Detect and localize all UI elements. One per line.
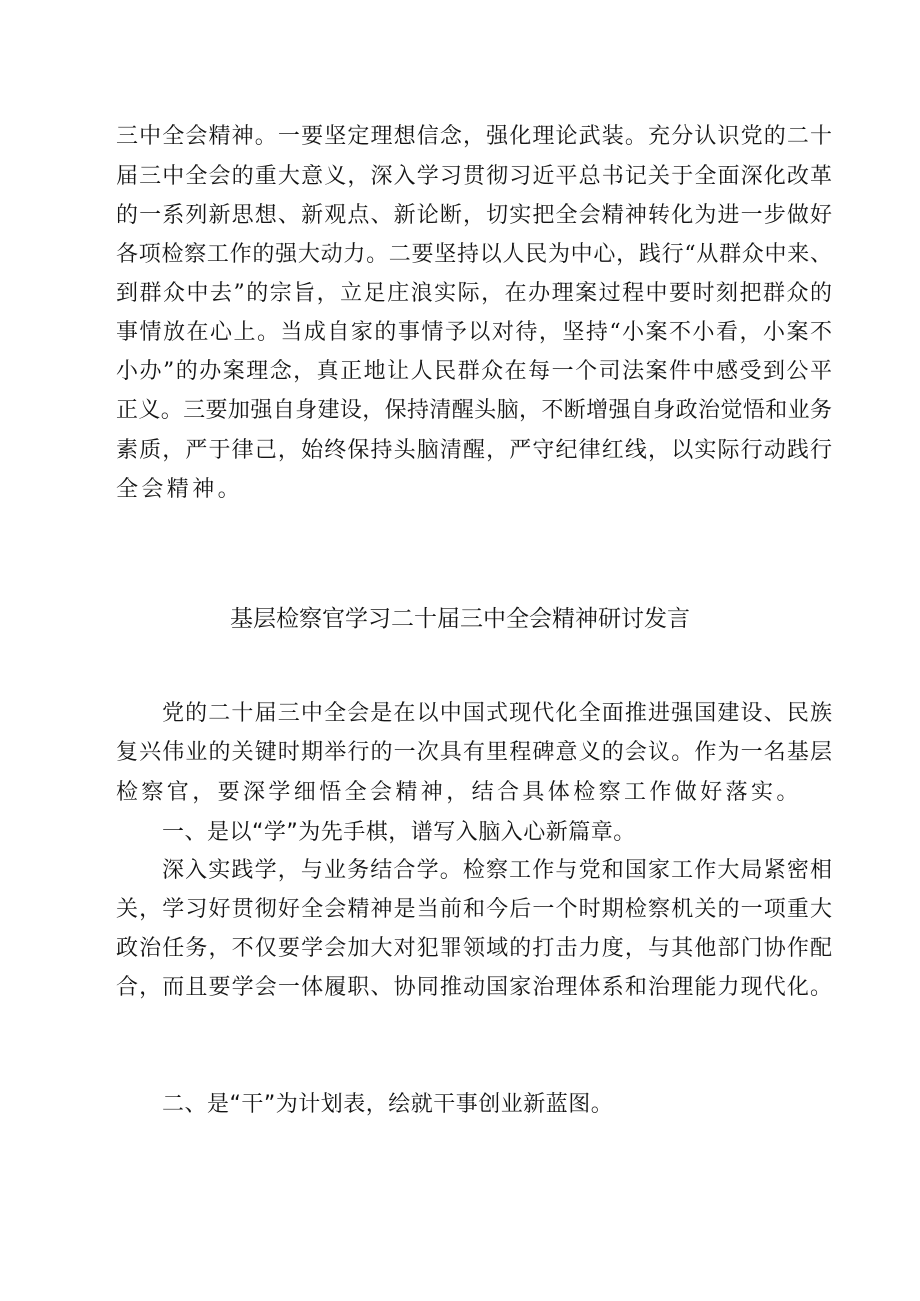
paragraph-line: 政治任务，不仅要学会加大对犯罪领域的打击力度，与其他部门协作配 xyxy=(116,936,832,961)
paragraph-line: 检察官，要深学细悟全会精神，结合具体检察工作做好落实。 xyxy=(116,780,802,805)
section-heading: 一、是以“学”为先手棋，谱写入脑入心新篇章。 xyxy=(162,820,636,845)
paragraph-line: 小办”的办案理念，真正地让人民群众在每一个司法案件中感受到公平 xyxy=(116,359,832,384)
paragraph-line: 深入实践学，与业务结合学。检察工作与党和国家工作大局紧密相 xyxy=(162,858,832,883)
paragraph-line: 关，学习好贯彻好全会精神是当前和今后一个时期检察机关的一项重大 xyxy=(116,897,832,922)
paragraph-line: 三中全会精神。一要坚定理想信念，强化理论武装。充分认识党的二十 xyxy=(116,124,832,149)
paragraph-line: 正义。三要加强自身建设，保持清醒头脑，不断增强自身政治觉悟和业务 xyxy=(116,398,832,423)
section-heading: 二、是“干”为计划表，绘就干事创业新蓝图。 xyxy=(162,1092,614,1117)
paragraph-line: 各项检察工作的强大动力。二要坚持以人民为中心，践行“从群众中来、 xyxy=(116,242,832,267)
paragraph-line: 全会精神。 xyxy=(116,477,244,502)
paragraph-line: 事情放在心上。当成自家的事情予以对待，坚持“小案不小看，小案不 xyxy=(116,320,832,345)
paragraph-line: 的一系列新思想、新观点、新论断，切实把全会精神转化为进一步做好 xyxy=(116,203,832,228)
paragraph-line: 届三中全会的重大意义，深入学习贯彻习近平总书记关于全面深化改革 xyxy=(116,164,832,189)
paragraph-line: 到群众中去”的宗旨，立足庄浪实际，在办理案过程中要时刻把群众的 xyxy=(116,281,832,306)
paragraph-line: 素质，严于律己，始终保持头脑清醒，严守纪律红线，以实际行动践行 xyxy=(116,438,832,463)
paragraph-line: 党的二十届三中全会是在以中国式现代化全面推进强国建设、民族 xyxy=(162,701,832,726)
paragraph-line: 复兴伟业的关键时期举行的一次具有里程碑意义的会议。作为一名基层 xyxy=(116,740,832,765)
paragraph-line: 合，而且要学会一体履职、协同推动国家治理体系和治理能力现代化。 xyxy=(116,975,832,1000)
article-title: 基层检察官学习二十届三中全会精神研讨发言 xyxy=(230,606,690,632)
